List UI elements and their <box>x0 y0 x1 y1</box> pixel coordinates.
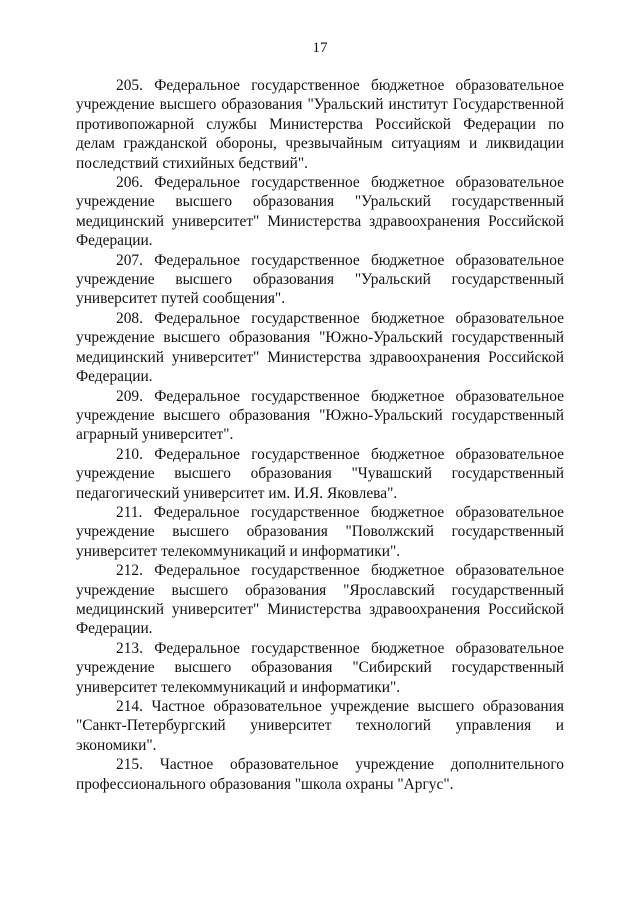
item-number: 215. <box>116 756 143 774</box>
item-number: 208. <box>116 309 143 327</box>
item-number: 206. <box>116 174 143 192</box>
list-item <box>76 445 564 503</box>
item-number: 205. <box>116 77 143 94</box>
item-number: 211. <box>116 503 143 521</box>
item-text: Частное образовательное учреждение высшего образования "Санкт-Петербургский университет технологий управления и экономики". <box>76 698 564 754</box>
item-number: 214. <box>116 698 143 715</box>
item-number: 207. <box>116 251 143 269</box>
item-text: Федеральное государственное бюджетное образовательное учреждение высшего образования "Поволжский государственный университет телекоммуникаций и информатики". <box>76 503 564 560</box>
list-item <box>76 561 564 639</box>
item-text: Федеральное государственное бюджетное образовательное учреждение высшего образования "Уральский государственный медицинский университет" Министерства здравоохранения Российской Федерации. <box>76 174 564 250</box>
item-number: 212. <box>116 562 143 580</box>
list-item <box>76 697 564 755</box>
item-text: Федеральное государственное бюджетное образовательное учреждение высшего образования "Уральский институт Государственной противопожарной службы Министерства Российской Федерации по делам гражданской обороны, чрезвычайным ситуациям и ликвидации последствий стихийных бедствий". <box>76 77 564 172</box>
item-text: Федеральное государственное бюджетное образовательное учреждение высшего образования "Южно-Уральский государственный медицинский университет" Министерства здравоохранения Российской Федерации. <box>76 309 564 386</box>
item-number: 213. <box>116 639 143 657</box>
list-item <box>76 309 564 387</box>
item-text: Федеральное государственное бюджетное образовательное учреждение высшего образования "Южно-Уральский государственный аграрный университет". <box>76 387 564 444</box>
document-body <box>76 76 564 794</box>
item-text: Федеральное государственное бюджетное образовательное учреждение высшего образования "Чувашский государственный педагогический университет им. И.Я. Яковлева". <box>76 445 564 502</box>
list-item <box>76 755 564 794</box>
item-text: Федеральное государственное бюджетное образовательное учреждение высшего образования "Сибирский государственный университет телекоммуникаций и информатики". <box>76 639 564 696</box>
list-item <box>76 503 564 561</box>
item-text: Частное образовательное учреждение дополнительного профессионального образования "школа охраны "Аргус". <box>76 756 564 793</box>
list-item <box>76 173 564 251</box>
item-number: 209. <box>116 387 143 405</box>
list-item <box>76 251 564 309</box>
list-item <box>76 387 564 445</box>
list-item <box>76 639 564 697</box>
item-text: Федеральное государственное бюджетное образовательное учреждение высшего образования "Ярославский государственный медицинский университет" Министерства здравоохранения Российской Федерации. <box>76 562 564 638</box>
page-number: 17 <box>312 40 328 56</box>
list-item <box>76 76 564 173</box>
item-text: Федеральное государственное бюджетное образовательное учреждение высшего образования "Уральский государственный университет путей сообщения". <box>76 251 564 308</box>
item-number: 210. <box>116 445 143 463</box>
